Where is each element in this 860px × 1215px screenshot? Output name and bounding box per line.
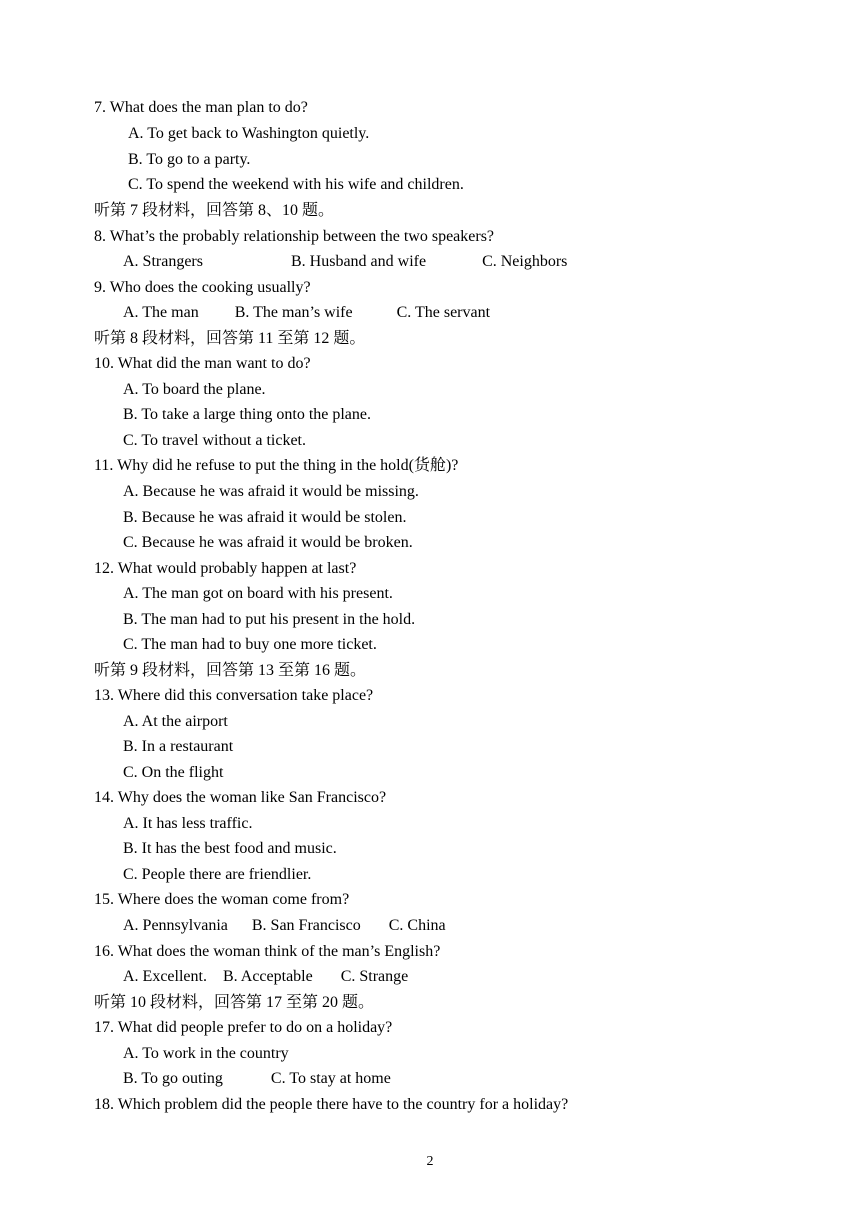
question-10: 10. What did the man want to do? xyxy=(94,355,311,372)
options-8: A. Strangers B. Husband and wife C. Neighbors xyxy=(123,253,568,270)
option-14b: B. It has the best food and music. xyxy=(123,840,337,857)
option-13c: C. On the flight xyxy=(123,764,224,781)
option-11c: C. Because he was afraid it would be broken. xyxy=(123,534,413,551)
option-7a: A. To get back to Washington quietly. xyxy=(128,125,370,142)
option-13a: A. At the airport xyxy=(123,713,228,730)
option-14a: A. It has less traffic. xyxy=(123,815,253,832)
question-16: 16. What does the woman think of the man’s English? xyxy=(94,943,441,960)
question-14: 14. Why does the woman like San Francisco? xyxy=(94,789,387,806)
section-heading-8: 听第 8 段材料，回答第 11 至第 12 题。 xyxy=(94,330,366,347)
question-12: 12. What would probably happen at last? xyxy=(94,560,357,577)
option-12b: B. The man had to put his present in the hold. xyxy=(123,611,416,628)
option-11b: B. Because he was afraid it would be stolen. xyxy=(123,509,407,526)
question-17: 17. What did people prefer to do on a holiday? xyxy=(94,1019,393,1036)
options-17bc: B. To go outing C. To stay at home xyxy=(123,1070,391,1087)
question-7: 7. What does the man plan to do? xyxy=(94,99,308,116)
question-8: 8. What’s the probably relationship between the two speakers? xyxy=(94,228,495,245)
option-14c: C. People there are friendlier. xyxy=(123,866,312,883)
question-15: 15. Where does the woman come from? xyxy=(94,891,350,908)
option-7c: C. To spend the weekend with his wife and children. xyxy=(128,176,464,193)
section-heading-10: 听第 10 段材料，回答第 17 至第 20 题。 xyxy=(94,994,375,1011)
option-12c: C. The man had to buy one more ticket. xyxy=(123,636,377,653)
option-10a: A. To board the plane. xyxy=(123,381,266,398)
option-10c: C. To travel without a ticket. xyxy=(123,432,306,449)
option-17a: A. To work in the country xyxy=(123,1045,289,1062)
section-heading-7: 听第 7 段材料，回答第 8、10 题。 xyxy=(94,202,335,219)
option-13b: B. In a restaurant xyxy=(123,738,234,755)
question-18: 18. Which problem did the people there have to the country for a holiday? xyxy=(94,1096,569,1113)
section-heading-9: 听第 9 段材料，回答第 13 至第 16 题。 xyxy=(94,662,367,679)
question-13: 13. Where did this conversation take place? xyxy=(94,687,374,704)
options-15: A. Pennsylvania B. San Francisco C. China xyxy=(123,917,446,934)
question-9: 9. Who does the cooking usually? xyxy=(94,279,311,296)
options-9: A. The man B. The man’s wife C. The servant xyxy=(123,304,491,321)
option-10b: B. To take a large thing onto the plane. xyxy=(123,406,372,423)
option-11a: A. Because he was afraid it would be missing. xyxy=(123,483,419,500)
option-7b: B. To go to a party. xyxy=(128,151,251,168)
option-12a: A. The man got on board with his present. xyxy=(123,585,393,602)
page-number: 2 xyxy=(426,1154,434,1169)
question-11: 11. Why did he refuse to put the thing in the hold(货舱)? xyxy=(94,457,459,474)
options-16: A. Excellent. B. Acceptable C. Strange xyxy=(123,968,409,985)
